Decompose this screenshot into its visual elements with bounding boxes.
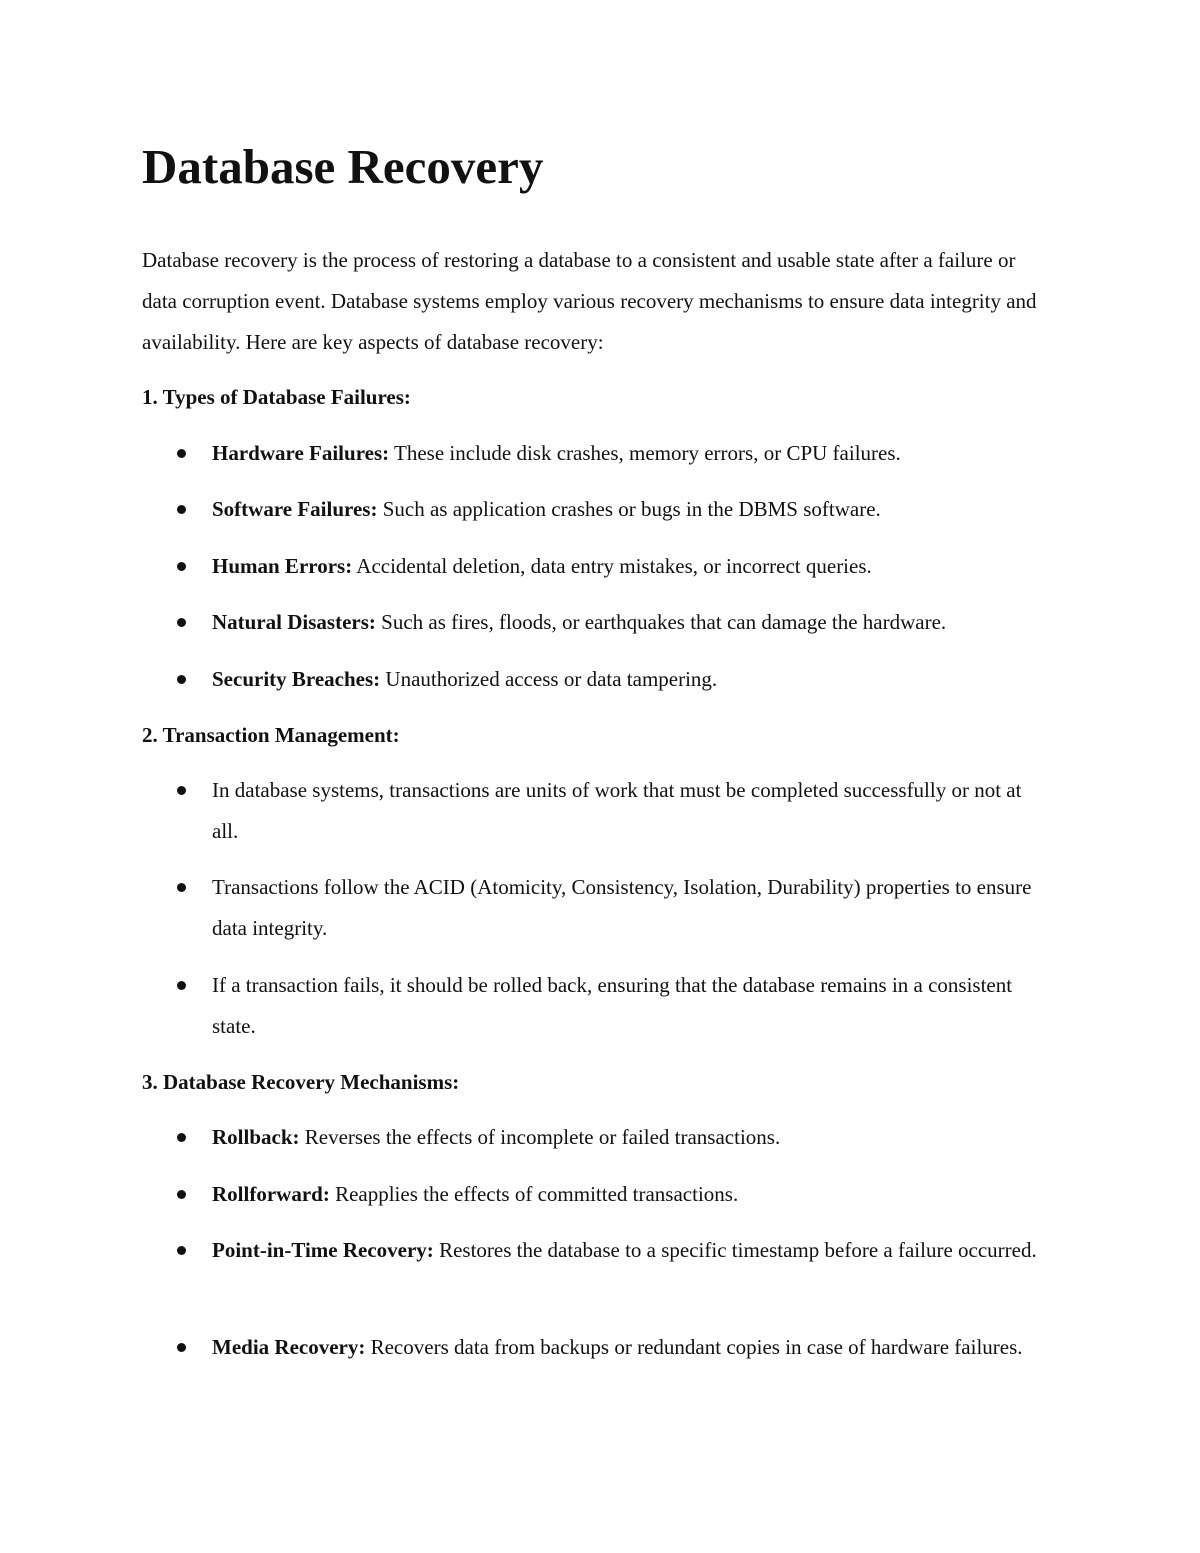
- bullet-icon: [177, 883, 186, 892]
- bullet-icon: [177, 1343, 186, 1352]
- list-item-term: Rollback:: [212, 1125, 300, 1149]
- bullet-icon: [177, 675, 186, 684]
- bullet-icon: [177, 1133, 186, 1142]
- bullet-icon: [177, 449, 186, 458]
- list-item-term: Media Recovery:: [212, 1335, 366, 1359]
- list-item: [212, 1174, 1052, 1215]
- section-heading-failure-types: 1. Types of Database Failures:: [142, 385, 411, 409]
- list-item: [212, 770, 1052, 852]
- list-item: [212, 659, 1052, 700]
- list-item: [212, 602, 1052, 643]
- section-heading-recovery-mechanisms: 3. Database Recovery Mechanisms:: [142, 1070, 460, 1094]
- intro-paragraph: Database recovery is the process of restoring a database to a consistent and usable state after a failure or data corruption event. Database systems employ various recovery mechanisms to ensure data integrity and availability. Here are key aspects of database recovery:: [142, 248, 1037, 354]
- bullet-icon: [177, 1246, 186, 1255]
- bullet-icon: [177, 562, 186, 571]
- bullet-icon: [177, 505, 186, 514]
- list-item-term: Rollforward:: [212, 1182, 330, 1206]
- list-item-term: Human Errors:: [212, 554, 353, 578]
- list-item-text: Reapplies the effects of committed transactions.: [329, 1182, 739, 1206]
- list-item-text: Unauthorized access or data tampering.: [380, 667, 718, 691]
- bullet-icon: [177, 1190, 186, 1199]
- list-item-term: Software Failures:: [212, 497, 378, 521]
- list-item: [212, 1230, 1052, 1271]
- list-item: [212, 546, 1052, 587]
- list-item: [212, 489, 1052, 530]
- bullet-icon: [177, 786, 186, 795]
- list-item-term: Point-in-Time Recovery:: [212, 1238, 434, 1262]
- list-item: [212, 433, 1052, 474]
- list-item: [212, 1117, 1052, 1158]
- list-item: [212, 867, 1052, 949]
- list-item: [212, 1327, 1052, 1368]
- list-item-text: If a transaction fails, it should be rolled back, ensuring that the database remains in a consistent state.: [212, 973, 1013, 1038]
- list-item-text: In database systems, transactions are units of work that must be completed successfully or not at all.: [212, 778, 1022, 843]
- list-item-text: These include disk crashes, memory errors, or CPU failures.: [389, 441, 901, 465]
- list-item-text: Such as application crashes or bugs in the DBMS software.: [377, 497, 881, 521]
- list-item: [212, 965, 1052, 1047]
- bullet-icon: [177, 981, 186, 990]
- section-heading-transaction-management: 2. Transaction Management:: [142, 723, 400, 747]
- list-item-term: Security Breaches:: [212, 667, 381, 691]
- list-item-text: Reverses the effects of incomplete or failed transactions.: [299, 1125, 781, 1149]
- list-item-text: Transactions follow the ACID (Atomicity, Consistency, Isolation, Durability) properties to ensure data integrity.: [212, 875, 1032, 940]
- list-item-text: Accidental deletion, data entry mistakes, or incorrect queries.: [352, 554, 872, 578]
- bullet-icon: [177, 618, 186, 627]
- list-item-text: Restores the database to a specific timestamp before a failure occurred.: [433, 1238, 1037, 1262]
- list-item-text: Recovers data from backups or redundant copies in case of hardware failures.: [365, 1335, 1023, 1359]
- list-item-text: Such as fires, floods, or earthquakes that can damage the hardware.: [375, 610, 947, 634]
- list-item-term: Natural Disasters:: [212, 610, 376, 634]
- list-item-term: Hardware Failures:: [212, 441, 390, 465]
- page-title: Database Recovery: [142, 139, 544, 194]
